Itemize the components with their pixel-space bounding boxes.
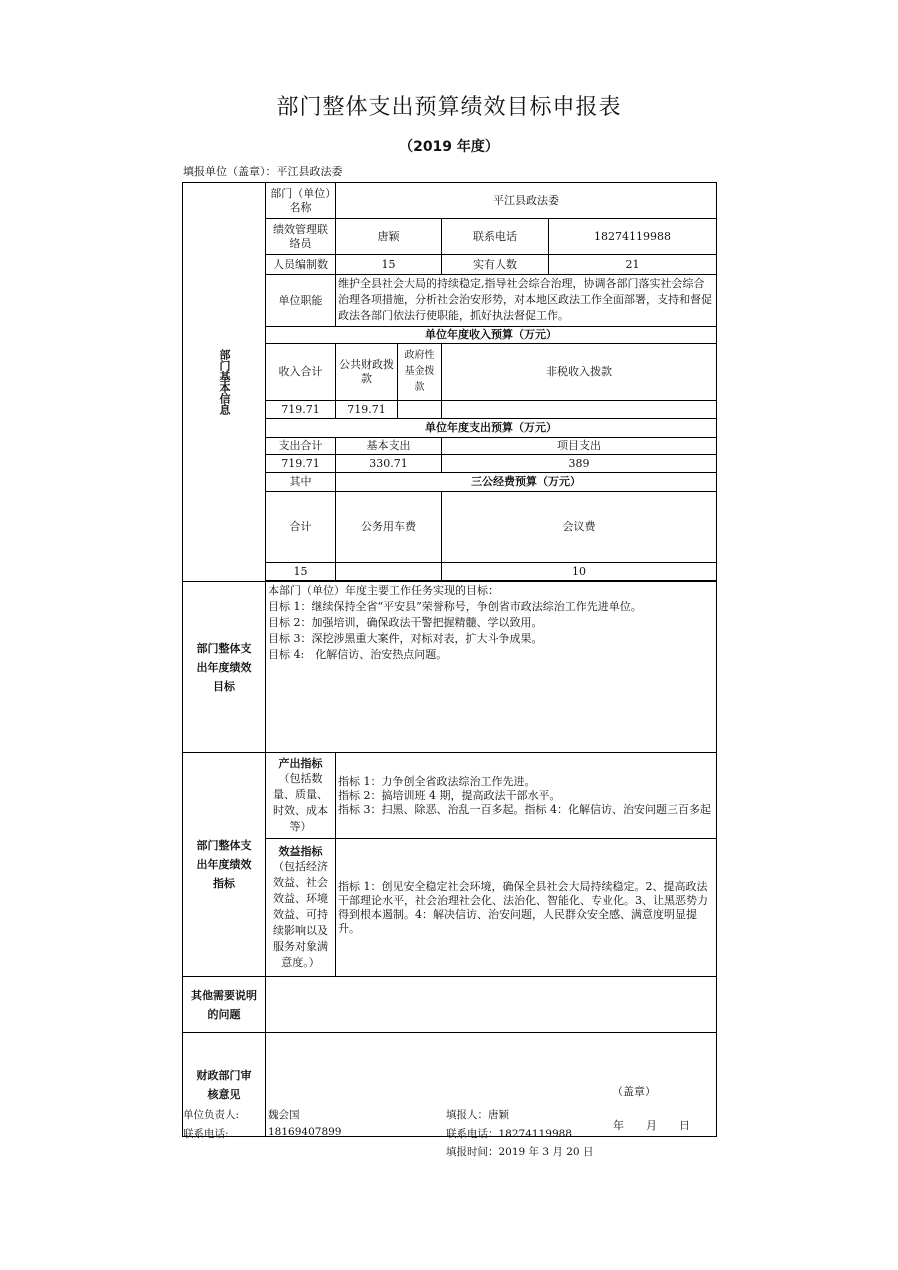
income-total: 719.71	[266, 401, 336, 419]
income-header-fund: 政府性基金拨款	[398, 344, 442, 401]
leader-phone: 18169407899	[268, 1126, 342, 1138]
contact-label: 绩效管理联络员	[266, 219, 336, 255]
expense-total: 719.71	[266, 455, 336, 473]
expense-header-basic: 基本支出	[336, 438, 442, 455]
benefit-indicator-cell	[266, 839, 336, 977]
fill-time: 填报时间：2019 年 3 月 20 日	[446, 1146, 594, 1158]
sangong-meeting: 10	[442, 563, 717, 581]
indicators-label: 部门整体支出年度绩效指标	[183, 753, 266, 977]
actual-value: 21	[549, 255, 717, 275]
staff-label: 人员编制数	[266, 255, 336, 275]
review-date: 年 月 日	[613, 1119, 690, 1132]
income-public: 719.71	[336, 401, 398, 419]
review-label: 财政部门审核意见	[183, 1033, 266, 1137]
expense-heading: 单位年度支出预算（万元）	[266, 419, 717, 438]
output-indicator-desc: （包括数量、质量、时效、成本等）	[273, 771, 328, 833]
other-label: 其他需要说明的问题	[183, 977, 266, 1033]
income-nontax	[442, 401, 717, 419]
income-header-public: 公共财政拨款	[336, 344, 398, 401]
expense-project: 389	[442, 455, 717, 473]
duty-label: 单位职能	[266, 275, 336, 327]
output-indicator-cell	[266, 753, 336, 839]
goals-label: 部门整体支出年度绩效目标	[183, 582, 266, 753]
year-label: （2019 年度）	[399, 139, 499, 155]
income-fund	[398, 401, 442, 419]
benefit-indicator-text: 指标 1：创见安全稳定社会环境，确保全县社会大局持续稳定。2、提高政法干部理论水平，社会治理社会化、法治化、智能化、专业化。3、让黑恶势力得到根本遏制。4：解决信访、治安问题，人民群众安全感、满意度明显提升。	[336, 839, 717, 977]
contact-name: 唐颖	[336, 219, 442, 255]
sangong-header-car: 公务用车费	[336, 492, 442, 563]
dept-name-label: 部门（单位）名称	[266, 183, 336, 219]
expense-header-project: 项目支出	[442, 438, 717, 455]
leader-name: 魏会国	[268, 1109, 300, 1121]
filler-phone: 联系电话：18274119988	[446, 1128, 572, 1140]
review-seal: （盖章）	[612, 1085, 656, 1098]
income-header-total: 收入合计	[266, 344, 336, 401]
benefit-indicator-title: 效益指标	[278, 844, 323, 858]
output-indicator-text: 指标 1：力争创全省政法综治工作先进。 指标 2：搞培训班 4 期，提高政法干部水平。 指标 3：扫黑、除恶、治乱一百多起。指标 4：化解信访、治安问题三百多起	[336, 753, 717, 839]
sangong-label: 其中	[266, 473, 336, 492]
reporting-unit: 填报单位（盖章）：平江县政法委	[183, 165, 343, 178]
expense-basic: 330.71	[336, 455, 442, 473]
sangong-header-meeting: 会议费	[442, 492, 717, 563]
phone-value: 18274119988	[549, 219, 717, 255]
goals-text: 本部门（单位）年度主要工作任务实现的目标： 目标 1：继续保持全省“平安县”荣誉称号，争创省市政法综治工作先进单位。 目标 2：加强培训，确保政法干警把握精髓、学以致用。 目标 3：深挖涉黑重大案件，对标对表，扩大斗争成果。 目标 4: 化解信访、治安热点问题。	[266, 582, 717, 753]
benefit-indicator-desc: （包括经济效益、社会效益、环境效益、可持续影响以及服务对象满意度。）	[273, 859, 328, 969]
sangong-car	[336, 563, 442, 581]
phone-label: 联系电话	[442, 219, 549, 255]
dept-name-value: 平江县政法委	[336, 183, 717, 219]
leader-phone-label: 联系电话:	[183, 1128, 229, 1140]
sangong-heading: 三公经费预算（万元）	[336, 473, 717, 492]
leader-label: 单位负责人:	[183, 1109, 240, 1121]
page-title: 部门整体支出预算绩效目标申报表	[276, 95, 622, 120]
basic-info-section-label: 部门基本信息	[183, 183, 266, 582]
staff-value: 15	[336, 255, 442, 275]
sangong-total: 15	[266, 563, 336, 581]
performance-form	[182, 182, 717, 1137]
output-indicator-title: 产出指标	[278, 756, 323, 770]
sangong-header-total: 合计	[266, 492, 336, 563]
other-content	[266, 977, 717, 1033]
duty-text: 维护全县社会大局的持续稳定,指导社会综合治理，协调各部门落实社会综合治理各项措施，分析社会治安形势，对本地区政法工作全面部署，支持和督促政法各部门依法行使职能，抓好执法督促工作。	[336, 275, 717, 327]
actual-label: 实有人数	[442, 255, 549, 275]
expense-header-total: 支出合计	[266, 438, 336, 455]
income-heading: 单位年度收入预算（万元）	[266, 327, 717, 344]
filler: 填报人：唐颖	[446, 1109, 509, 1121]
income-header-nontax: 非税收入拨款	[442, 344, 717, 401]
